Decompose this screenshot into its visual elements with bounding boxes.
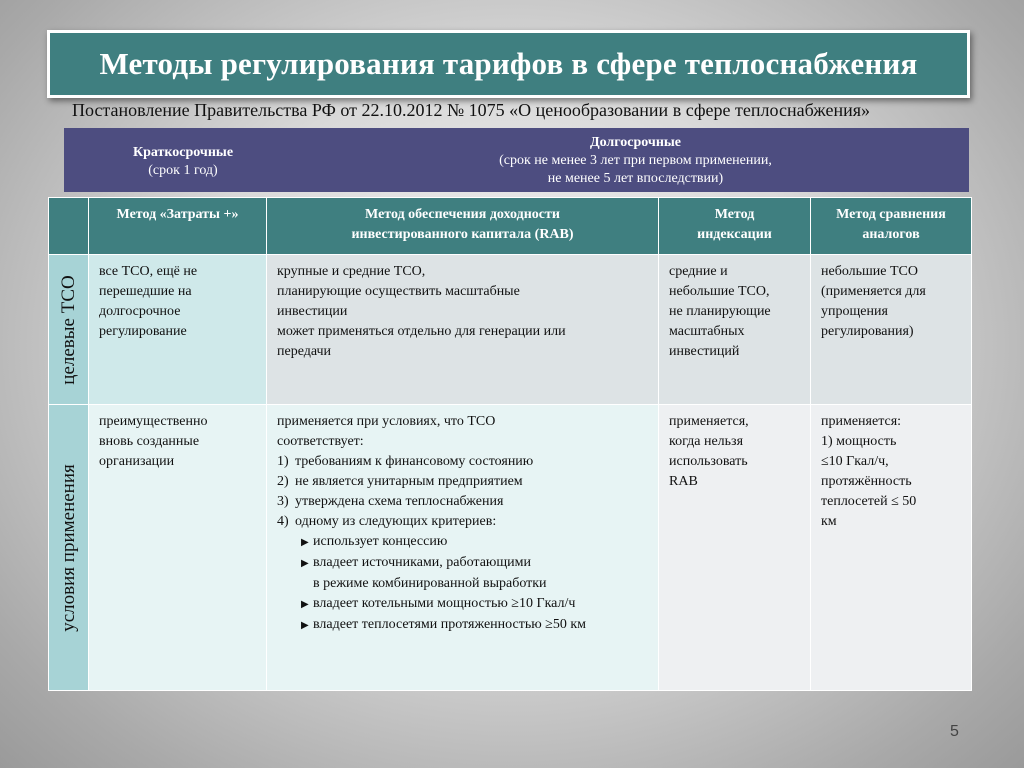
text-line: долгосрочное [99,304,181,319]
criteria-text: владеет теплосетями протяженностью ≥50 км [313,617,587,632]
text-line: масштабных [669,324,745,339]
period-long [302,128,969,192]
list-item [277,512,648,532]
cell-conditions-rab [267,405,659,691]
criteria-item [277,615,648,636]
cell-target-rab [267,255,659,405]
header-corner [49,198,89,255]
text-line: инвестиции [277,304,348,319]
text-line: планирующие осуществить масштабные [277,284,520,299]
header-cost-plus-label: Метод «Затраты +» [116,207,239,222]
list-item [277,452,648,472]
row-header-target-label: целевые ТСО [57,274,79,385]
arrow-right-icon: ▶ [301,537,309,548]
slide-title: Методы регулирования тарифов в сфере теплоснабжения [99,46,918,81]
methods-table [48,197,972,691]
period-long-note-2: не менее 5 лет впоследствии) [547,171,724,186]
header-cost-plus [89,198,267,255]
cell-conditions-indexation [659,405,811,691]
text-line: теплосетей ≤ 50 [821,494,917,509]
slide-title-box [47,30,970,98]
list-item [277,472,648,492]
text-line: небольшие ТСО, [669,284,770,299]
item-number: 3) [277,494,289,509]
slide-subtitle: Постановление Правительства РФ от 22.10.2012 № 1075 «О ценообразовании в сфере теплоснабжения» [72,100,871,120]
item-text: требованиям к финансовому состоянию [295,454,534,469]
rab-conditions-list [277,452,648,532]
row-header-conditions [49,405,89,691]
cell-target-analogs [811,255,972,405]
text-line: упрощения [821,304,888,319]
period-short-note: (срок 1 год) [148,163,218,178]
text-line: инвестиций [669,344,740,359]
header-rab [267,198,659,255]
cell-target-indexation [659,255,811,405]
header-analogs [811,198,972,255]
period-long-title: Долгосрочные [589,135,682,150]
criteria-text: использует концессию [313,534,448,549]
text-line: (применяется для [821,284,926,299]
criteria-text-continued: в режиме комбинированной выработки [313,576,547,591]
item-text: одному из следующих критериев: [295,514,497,529]
text-line: небольшие ТСО [821,264,919,279]
item-text: утверждена схема теплоснабжения [295,494,504,509]
cell-target-cost-plus [89,255,267,405]
arrow-right-icon: ▶ [301,599,309,610]
period-long-note-1: (срок не менее 3 лет при первом применении, [499,153,772,168]
cell-conditions-cost-plus [89,405,267,691]
arrow-right-icon: ▶ [301,620,309,631]
text-line: когда нельзя [669,434,744,449]
text-line: организации [99,454,175,469]
text-line: средние и [669,264,728,279]
text-line: ≤10 Гкал/ч, [821,454,889,469]
text-line: регулирования) [821,324,914,339]
header-analogs-label: Метод сравнения аналогов [836,207,946,242]
period-short [64,128,302,192]
row-header-target [49,255,89,405]
header-indexation [659,198,811,255]
item-text: не является унитарным предприятием [295,474,523,489]
row-header-conditions-label: условия применения [57,463,79,632]
criteria-item [277,594,648,615]
header-rab-label: Метод обеспечения доходности инвестированного капитала (RAB) [351,207,574,242]
period-bar [64,128,969,192]
text-line: применяется при условиях, что ТСО [277,414,496,429]
text-line: крупные и средние ТСО, [277,264,426,279]
text-line: соответствует: [277,434,364,449]
text-line: преимущественно [99,414,208,429]
text-line: регулирование [99,324,187,339]
text-line: применяется: [821,414,902,429]
text-line: 1) мощность [821,434,897,449]
page-number: 5 [950,723,959,740]
text-line: применяется, [669,414,749,429]
list-item [277,492,648,512]
text-line: перешедшие на [99,284,192,299]
cell-conditions-analogs [811,405,972,691]
period-short-title: Краткосрочные [132,145,234,160]
arrow-right-icon: ▶ [301,558,309,569]
criteria-text: владеет котельными мощностью ≥10 Гкал/ч [313,596,576,611]
criteria-item [277,532,648,553]
text-line: все ТСО, ещё не [99,264,198,279]
text-line: может применяться отдельно для генерации или [277,324,566,339]
text-line: не планирующие [669,304,771,319]
item-number: 4) [277,514,289,529]
text-line: км [821,514,837,529]
criteria-item [277,553,648,574]
item-number: 2) [277,474,289,489]
text-line: вновь созданные [99,434,200,449]
text-line: протяжённость [821,474,912,489]
criteria-text: владеет источниками, работающими [313,555,531,570]
header-indexation-label: Метод индексации [697,207,772,242]
item-number: 1) [277,454,289,469]
text-line: передачи [277,344,332,359]
text-line: RAB [669,474,698,489]
text-line: использовать [669,454,748,469]
